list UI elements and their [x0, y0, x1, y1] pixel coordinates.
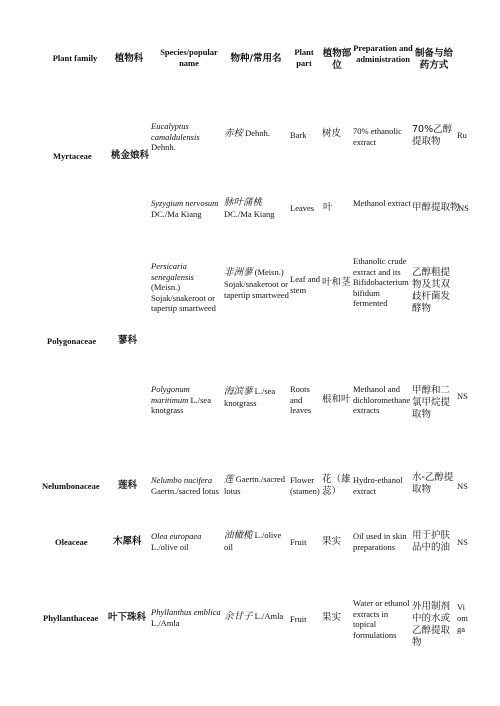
header-plant-family-cn: 植物科 [114, 53, 144, 64]
truncated-cell: NS [457, 391, 468, 401]
plant-part-cn: 根和叶 [322, 394, 351, 405]
header-species-cn: 物种/常用名 [230, 53, 282, 64]
truncated-cell: Vi om ga [457, 602, 468, 634]
species-authority: Gaertn./sacred lotus [151, 485, 219, 496]
species-cn-authority: Dehnh. [245, 128, 270, 138]
plant-part: Leaf and stem [290, 274, 320, 295]
truncated-cell: Ru [457, 130, 467, 140]
species-cn-name: 脉叶蒲桃 [224, 197, 263, 208]
species-authority: (Meisn.) Sojak/snakeroot or tapertip smartweed [151, 282, 216, 313]
family-name: Myrtaceae [53, 151, 92, 161]
family-name-cn: 莲科 [118, 480, 138, 491]
header-preparation-cn: 制备与给药方式 [414, 48, 453, 71]
species-cn-name: 油橄榄 [224, 530, 253, 541]
header-plant-family: Plant family [52, 53, 98, 63]
species-authority: L./olive oil [151, 541, 189, 552]
preparation-cn: 乙醇粗提物及其双歧杆菌发酵物 [412, 267, 451, 314]
family-name-cn: 蓼科 [118, 335, 138, 346]
plant-part: Flower (stamen) [290, 475, 320, 496]
species-cn-authority: (Meisn.) Sojak/snakeroot or tapertip smartweed [224, 267, 289, 300]
species-cn-authority: L./Amla [254, 611, 284, 621]
preparation-cn: 用于护肤品中的油 [412, 530, 451, 553]
preparation-cn: 水-乙醇提取物 [412, 472, 454, 495]
species-cell [151, 384, 223, 416]
family-name: Phyllanthaceae [43, 613, 99, 623]
header-species: Species/popular name [160, 47, 218, 68]
species-cell [151, 475, 225, 496]
species-cn-cell [224, 128, 288, 140]
species-cn-cell [224, 611, 290, 623]
species-cn-authority: Gaertn./sacred lotus [224, 474, 285, 496]
truncated-cell: NS [457, 537, 468, 547]
plant-part: Fruit [290, 614, 307, 624]
preparation: Methanol extract [353, 198, 411, 208]
family-name-cn: 桃金娘科 [111, 150, 150, 161]
species-cell [151, 121, 223, 153]
species-scientific-name: Eucalyptus camaldulensis [151, 121, 200, 142]
plant-part: Fruit [290, 537, 307, 547]
species-scientific-name: Olea europaea [151, 531, 202, 541]
species-cn-cell [224, 530, 288, 553]
preparation-cn: 甲醇和二氯甲烷提取物 [412, 385, 451, 420]
plant-part: Bark [290, 130, 307, 140]
species-cell [151, 531, 223, 552]
preparation: Hydro-ethanol extract [353, 475, 403, 496]
species-cn-cell [224, 267, 290, 300]
plant-part-cn: 树皮 [322, 128, 342, 139]
family-name: Nelumbonaceae [42, 481, 100, 491]
family-name-cn: 叶下珠科 [108, 612, 147, 623]
species-scientific-name: Syzygium nervosum [151, 198, 219, 208]
plant-part-cn: 花（雄蕊） [322, 474, 351, 497]
family-name: Oleaceae [55, 537, 88, 547]
preparation-cn: 70%乙醇提取物 [412, 124, 453, 147]
species-cn-cell [224, 386, 290, 409]
preparation-cn: 甲醇提取物 [412, 202, 460, 213]
plant-part-cn: 叶和茎 [322, 277, 351, 288]
header-preparation: Preparation and administration [353, 43, 413, 64]
species-cn-authority: L./sea knotgrass [224, 386, 276, 408]
family-name-cn: 木犀科 [113, 536, 142, 547]
species-cell [151, 261, 223, 314]
preparation: Oil used in skin preparations [353, 531, 407, 552]
species-scientific-name: Polygonum maritimum [151, 384, 190, 405]
species-cell [151, 607, 225, 628]
species-cn-authority: DC./Ma Kiang [224, 209, 275, 219]
species-authority: L./Amla [151, 617, 180, 628]
species-authority: DC./Ma Kiang [151, 208, 202, 219]
species-cn-cell [224, 197, 290, 220]
species-cn-name: 非洲蓼 [224, 267, 253, 278]
species-cn-authority: L./olive oil [224, 530, 282, 552]
truncated-cell: NS [458, 203, 469, 213]
species-cn-name: 余甘子 [224, 611, 253, 622]
preparation: Methanol and dichloromethane extracts [353, 384, 411, 415]
plant-part-cn: 果实 [322, 612, 342, 623]
species-authority: L./sea knotgrass [151, 394, 211, 415]
plant-part: Leaves [290, 203, 315, 213]
family-name: Polygonaceae [47, 336, 97, 346]
species-scientific-name: Persicaria senegalensis [151, 261, 194, 282]
species-scientific-name: Nelumbo nucifera [151, 475, 213, 485]
preparation: 70% ethanolic extract [353, 126, 402, 147]
preparation: Ethanolic crude extract and its Bifidobacterium bifidum fermented [353, 256, 409, 308]
header-plant-part: Plant part [294, 47, 314, 68]
preparation-cn: 外用制剂中的水或乙醇提取物 [412, 601, 451, 648]
plant-part-cn: 果实 [322, 536, 342, 547]
species-cn-name: 海滨蓼 [224, 386, 253, 397]
species-cn-name: 莲 [224, 474, 234, 485]
species-cell [151, 198, 225, 219]
plant-part: Roots and leaves [290, 384, 312, 415]
species-authority: Dehnh. [151, 142, 176, 152]
species-cn-name: 赤桉 [224, 128, 244, 139]
truncated-cell: NS [457, 481, 468, 491]
preparation: Water or ethanol extracts in topical formulations [353, 598, 410, 640]
header-plant-part-cn: 植物部位 [322, 48, 352, 71]
species-cn-cell [224, 474, 290, 497]
plant-part-cn: 叶 [323, 202, 333, 213]
species-scientific-name: Phyllanthus emblica [151, 607, 221, 617]
